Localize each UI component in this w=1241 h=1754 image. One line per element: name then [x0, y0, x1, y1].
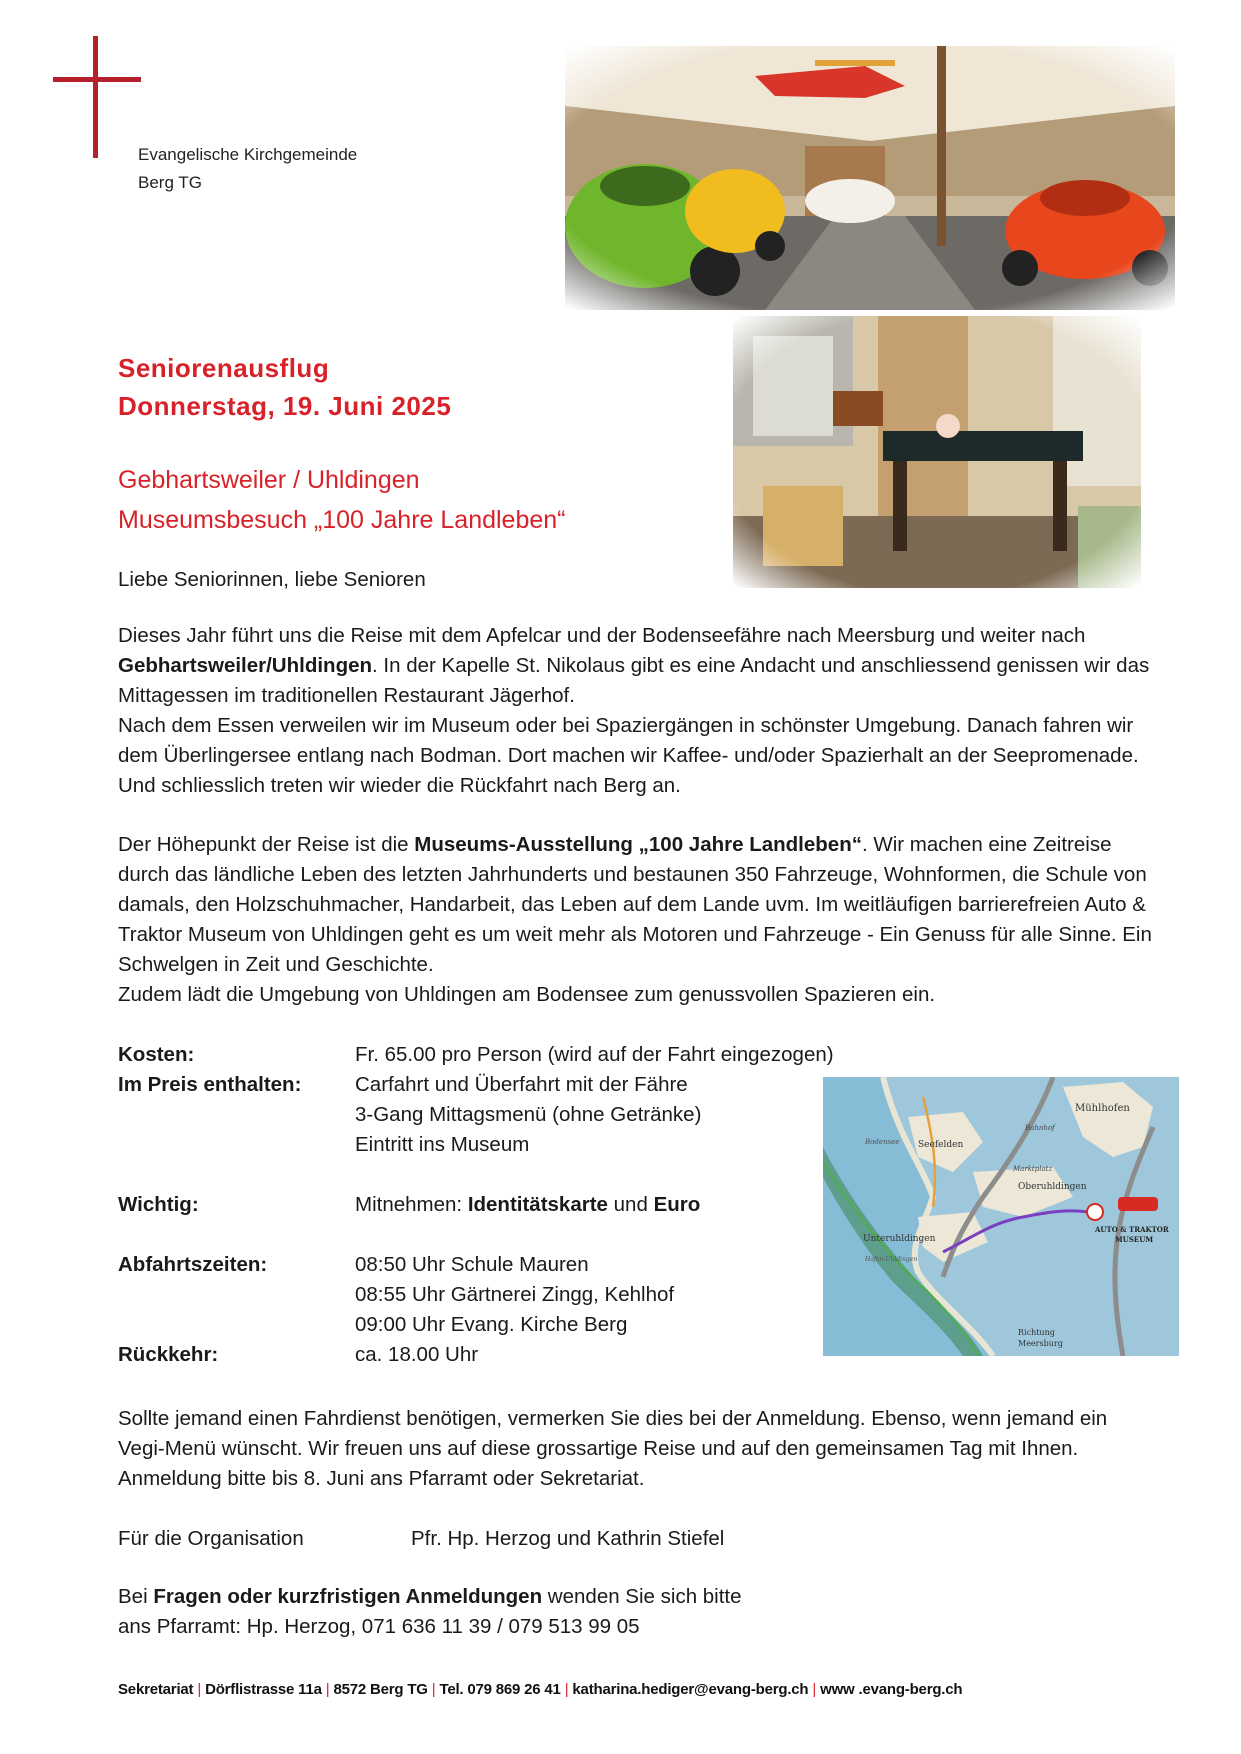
map-label-marktplatz: Marktplatz: [1013, 1165, 1053, 1173]
preis-item: Eintritt ins Museum: [355, 1133, 530, 1156]
paragraph-registration: Sollte jemand einen Fahrdienst benötigen, vermerken Sie dies bei der Anmeldung. Ebenso, wenn jemand ein Vegi-Menü wünscht. Wir freuen uns auf diese grossartige Reise und auf den gemeinsamen Tag mit Ihnen. Anmeldung bitte bis 8. Juni ans Pfarramt oder Sekretariat.: [118, 1407, 1108, 1490]
route-map: [823, 1077, 1179, 1356]
paragraph-highlight: Der Höhepunkt der Reise ist die Museums-Ausstellung „100 Jahre Landleben“. Wir machen eine Zeitreise durch das ländliche Leben des letzten Jahrhunderts und bestaunen 350 Fahrzeuge, Wohnformen, die Schule von damals, den Holzschuhmacher, Handarbeit, das Leben auf dem Lande uvm. Im weitläufigen barrierefreien Auto & Traktor Museum von Uhldingen geht es um weit mehr als Motoren und Fahrzeuge - Ein Genuss für alle Sinne. Ein Schwelgen in Zeit und Geschichte. Zudem lädt die Umgebung von Uhldingen am Bodensee zum genussvollen Spazieren ein.: [118, 833, 1152, 1006]
map-label-muehlhofen: Mühlhofen: [1075, 1103, 1130, 1114]
map-label-oberuhldingen: Oberuhldingen: [1018, 1182, 1087, 1192]
rueckkehr-value: ca. 18.00 Uhr: [355, 1343, 479, 1366]
page-title: Seniorenausflug Donnerstag, 19. Juni 2025: [118, 353, 452, 421]
farmhouse-room-photo: [733, 316, 1141, 588]
abfahrt-item: 08:55 Uhr Gärtnerei Zingg, Kehlhof: [355, 1283, 675, 1306]
kosten-value: Fr. 65.00 pro Person (wird auf der Fahrt eingezogen): [355, 1043, 834, 1066]
map-label-richtung: Richtung: [1018, 1328, 1055, 1337]
map-label-unteruhldingen: Unteruhldingen: [863, 1234, 936, 1244]
map-label-bahnhof: Bahnhof: [1025, 1124, 1055, 1132]
map-label-hafen: Hafen-Uhldingen: [865, 1256, 918, 1263]
subtitle: Gebhartsweiler / Uhldingen Museumsbesuch „100 Jahre Landleben“: [118, 466, 566, 534]
map-label-bodensee: Bodensee: [865, 1138, 900, 1146]
greeting: Liebe Seniorinnen, liebe Senioren: [118, 568, 426, 591]
abfahrt-item: 09:00 Uhr Evang. Kirche Berg: [355, 1313, 628, 1336]
abfahrt-label: Abfahrtszeiten:: [118, 1253, 268, 1276]
rueckkehr-label: Rückkehr:: [118, 1343, 219, 1366]
map-label-seefelden: Seefelden: [918, 1140, 964, 1150]
car-museum-photo: [565, 46, 1175, 310]
organisation-name: Evangelische Kirchgemeinde Berg TG: [138, 145, 358, 192]
email-link[interactable]: katharina.hediger@evang-berg.ch: [572, 1681, 809, 1698]
preis-item: Carfahrt und Überfahrt mit der Fähre: [355, 1073, 688, 1096]
abfahrt-item: 08:50 Uhr Schule Mauren: [355, 1253, 589, 1276]
paragraph-intro: Dieses Jahr führt uns die Reise mit dem Apfelcar und der Bodenseefähre nach Meersburg und weiter nach Gebhartsweiler/Uhldingen. In der Kapelle St. Nikolaus gibt es eine Andacht und anschliessend genissen wir das Mittagessen im traditionellen Restaurant Jägerhof. Nach dem Essen verweilen wir im Museum oder bei Spaziergängen in schönster Umgebung. Danach fahren wir dem Überlingersee entlang nach Bodman. Dort machen wir Kaffee- und/oder Spazierhalt an der Seepromenade. Und schliesslich treten wir wieder die Rückfahrt nach Berg an.: [118, 624, 1150, 797]
wichtig-value: Mitnehmen: Identitätskarte und Euro: [355, 1193, 701, 1216]
preis-item: 3-Gang Mittagsmenü (ohne Getränke): [355, 1103, 702, 1126]
wichtig-label: Wichtig:: [118, 1193, 199, 1216]
map-label-museum-1: AUTO & TRAKTOR: [1095, 1225, 1169, 1234]
kosten-label: Kosten:: [118, 1043, 195, 1066]
organisation-label: Für die Organisation: [118, 1527, 304, 1550]
preis-label: Im Preis enthalten:: [118, 1073, 302, 1096]
organisation-names: Pfr. Hp. Herzog und Kathrin Stiefel: [411, 1527, 725, 1550]
footer: Sekretariat | Dörflistrasse 11a | 8572 Berg TG | Tel. 079 869 26 41 | katharina.hediger@evang-berg.ch | www .evang-berg.ch: [118, 1681, 963, 1698]
map-label-museum-2: MUSEUM: [1115, 1235, 1154, 1244]
website-link[interactable]: www .evang-berg.ch: [820, 1681, 963, 1698]
contact-info: Bei Fragen oder kurzfristigen Anmeldungen wenden Sie sich bitte ans Pfarramt: Hp. Herzog, 071 636 11 39 / 079 513 99 05: [118, 1585, 742, 1638]
map-label-meersburg: Meersburg: [1018, 1339, 1063, 1348]
